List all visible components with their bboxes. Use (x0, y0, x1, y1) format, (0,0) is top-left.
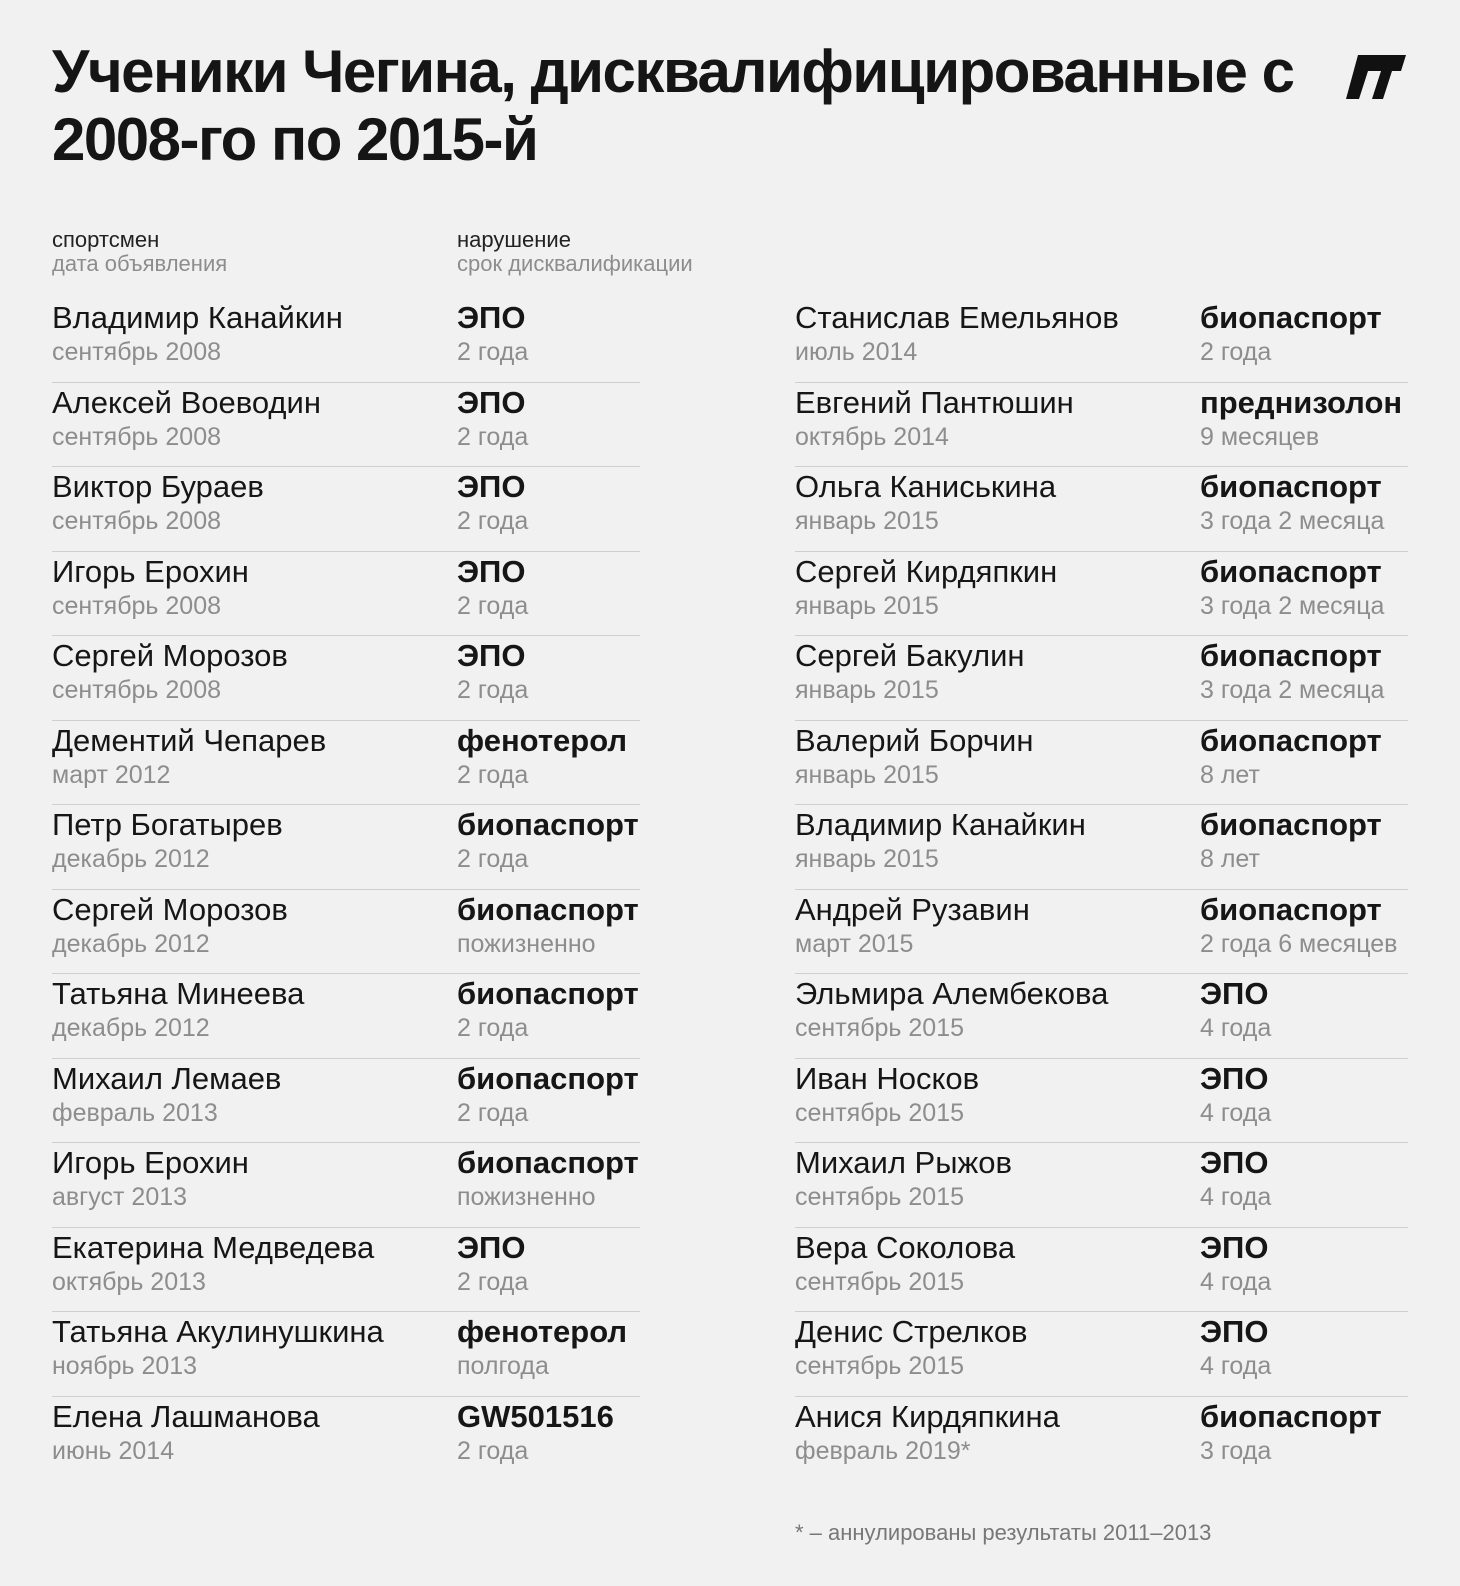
athlete-name: Станислав Емельянов (795, 300, 1119, 335)
athlete-row (795, 298, 1408, 383)
disqualification-term: 4 года (1200, 1098, 1272, 1127)
athlete-name: Валерий Борчин (795, 722, 1034, 758)
page-title: Ученики Чегина, дисквалифицированные с 2008-го по 2015-й (52, 38, 1294, 173)
athlete-name: Сергей Морозов (52, 891, 288, 927)
athlete-name: Андрей Рузавин (795, 891, 1030, 927)
athlete-row (52, 974, 640, 1059)
athlete-row (52, 467, 640, 552)
disqualification-term: полгода (457, 1352, 549, 1380)
athlete-row (795, 552, 1408, 637)
violation: биопаспорт (457, 1060, 639, 1096)
disqualification-term: 2 года (457, 1436, 529, 1465)
announcement-date: март 2015 (795, 929, 914, 958)
violation: ЭПО (457, 1229, 526, 1265)
violation: фенотерол (457, 722, 628, 758)
violation: ЭПО (1200, 1060, 1269, 1096)
disqualification-term: 3 года 2 месяца (1200, 676, 1385, 704)
athlete-name: Татьяна Акулинушкина (52, 1314, 384, 1349)
athlete-row (52, 298, 640, 383)
athlete-list-left (52, 298, 640, 1481)
announcement-date: сентябрь 2015 (795, 1183, 965, 1211)
athlete-name: Татьяна Минеева (52, 976, 305, 1011)
athlete-row (795, 636, 1408, 721)
violation: ЭПО (1200, 976, 1269, 1011)
violation: биопаспорт (457, 1145, 639, 1180)
disqualification-term: 2 года (457, 591, 529, 620)
violation: биопаспорт (1200, 300, 1382, 335)
athlete-row (795, 1143, 1408, 1228)
violation: биопаспорт (1200, 722, 1382, 758)
athlete-row (52, 721, 640, 806)
athlete-header-label: спортсмен (52, 227, 160, 252)
disqualification-term: 2 года (457, 760, 529, 789)
announcement-date: сентябрь 2008 (52, 507, 222, 535)
violation: биопаспорт (457, 976, 639, 1011)
disqualification-term: 8 лет (1200, 760, 1260, 789)
disqualification-term: 3 года 2 месяца (1200, 591, 1385, 620)
announcement-date: декабрь 2012 (52, 929, 210, 958)
announcement-date: сентябрь 2015 (795, 1014, 965, 1042)
athlete-name: Денис Стрелков (795, 1314, 1028, 1349)
athlete-name: Сергей Кирдяпкин (795, 553, 1058, 589)
disqualification-term: 4 года (1200, 1014, 1272, 1042)
announcement-date: октябрь 2013 (52, 1267, 206, 1296)
athlete-name: Иван Носков (795, 1060, 980, 1096)
violation: преднизолон (1200, 384, 1403, 420)
term-header-label: срок дисквалификации (457, 251, 693, 276)
announcement-date: ноябрь 2013 (52, 1352, 198, 1380)
athlete-row (795, 1059, 1408, 1144)
disqualification-term: 2 года (457, 676, 529, 704)
announcement-date: февраль 2019* (795, 1436, 971, 1465)
violation: ЭПО (1200, 1229, 1269, 1265)
athlete-name: Дементий Чепарев (52, 722, 327, 758)
athlete-name: Сергей Морозов (52, 638, 288, 673)
violation: ЭПО (457, 638, 526, 673)
disqualification-term: 4 года (1200, 1352, 1272, 1380)
announcement-date: сентябрь 2015 (795, 1267, 965, 1296)
athlete-name: Сергей Бакулин (795, 638, 1025, 673)
athlete-row (52, 1059, 640, 1144)
violation: фенотерол (457, 1314, 628, 1349)
disqualification-term: 4 года (1200, 1183, 1272, 1211)
violation: ЭПО (457, 300, 526, 335)
violation: биопаспорт (457, 891, 639, 927)
athlete-row (795, 1397, 1408, 1482)
violation: биопаспорт (1200, 891, 1382, 927)
athlete-row (52, 1228, 640, 1313)
disqualification-term: 8 лет (1200, 845, 1260, 873)
announcement-date: июль 2014 (795, 338, 918, 366)
athlete-row (795, 974, 1408, 1059)
athlete-name: Евгений Пантюшин (795, 384, 1074, 420)
announcement-date: сентябрь 2008 (52, 676, 222, 704)
disqualification-term: 9 месяцев (1200, 422, 1320, 451)
disqualification-term: 2 года (457, 1098, 529, 1127)
announcement-date: январь 2015 (795, 676, 939, 704)
athlete-row (52, 805, 640, 890)
disqualification-term: 2 года (457, 507, 529, 535)
violation: ЭПО (1200, 1145, 1269, 1180)
announcement-date: сентябрь 2015 (795, 1352, 965, 1380)
athlete-name: Виктор Бураев (52, 469, 264, 504)
violation: биопаспорт (1200, 1398, 1382, 1434)
announcement-date: сентябрь 2008 (52, 422, 222, 451)
footnote: * – аннулированы результаты 2011–2013 (795, 1520, 1212, 1545)
announcement-date: июнь 2014 (52, 1436, 175, 1465)
athlete-row (795, 383, 1408, 468)
athlete-name: Игорь Ерохин (52, 1145, 249, 1180)
athlete-row (52, 1397, 640, 1482)
violation: ЭПО (457, 384, 526, 420)
athlete-name: Екатерина Медведева (52, 1229, 375, 1265)
athlete-name: Михаил Рыжов (795, 1145, 1012, 1180)
announcement-date: январь 2015 (795, 507, 939, 535)
athlete-row (52, 383, 640, 468)
disqualification-term: 2 года (1200, 338, 1272, 366)
violation-header-label: нарушение (457, 227, 571, 252)
athlete-name: Ольга Каниськина (795, 469, 1057, 504)
disqualification-term: 2 года 6 месяцев (1200, 929, 1398, 958)
athlete-row (52, 552, 640, 637)
athlete-row (795, 805, 1408, 890)
athlete-name: Михаил Лемаев (52, 1060, 282, 1096)
violation: биопаспорт (1200, 469, 1382, 504)
announcement-date: март 2012 (52, 760, 171, 789)
athlete-name: Алексей Воеводин (52, 384, 321, 420)
violation: биопаспорт (1200, 638, 1382, 673)
announcement-date: сентябрь 2008 (52, 591, 222, 620)
violation: биопаспорт (1200, 807, 1382, 842)
disqualification-term: 4 года (1200, 1267, 1272, 1296)
athlete-row (795, 467, 1408, 552)
disqualification-term: 3 года 2 месяца (1200, 507, 1385, 535)
disqualification-term: пожизненно (457, 1183, 596, 1211)
disqualification-term: 2 года (457, 845, 529, 873)
announced-header-label: дата объявления (52, 251, 228, 276)
column-header-athlete (52, 228, 227, 276)
athlete-row (52, 1143, 640, 1228)
announcement-date: декабрь 2012 (52, 845, 210, 873)
announcement-date: август 2013 (52, 1183, 188, 1211)
disqualification-term: 2 года (457, 1014, 529, 1042)
announcement-date: январь 2015 (795, 591, 939, 620)
announcement-date: сентябрь 2015 (795, 1098, 965, 1127)
announcement-date: декабрь 2012 (52, 1014, 210, 1042)
athlete-row (795, 1312, 1408, 1397)
athlete-row (52, 890, 640, 975)
announcement-date: октябрь 2014 (795, 422, 949, 451)
disqualification-term: пожизненно (457, 929, 596, 958)
announcement-date: сентябрь 2008 (52, 338, 222, 366)
disqualification-term: 2 года (457, 422, 529, 451)
athlete-row (795, 721, 1408, 806)
athlete-row (795, 890, 1408, 975)
announcement-date: февраль 2013 (52, 1098, 218, 1127)
publisher-logo-icon (1346, 55, 1406, 99)
disqualification-term: 2 года (457, 1267, 529, 1296)
athlete-name: Вера Соколова (795, 1229, 1016, 1265)
violation: биопаспорт (1200, 553, 1382, 589)
violation: ЭПО (1200, 1314, 1269, 1349)
column-header-violation (457, 228, 693, 276)
disqualification-term: 2 года (457, 338, 529, 366)
disqualification-term: 3 года (1200, 1436, 1272, 1465)
athlete-list-right (795, 298, 1408, 1481)
violation: GW501516 (457, 1398, 614, 1434)
violation: биопаспорт (457, 807, 639, 842)
athlete-row (795, 1228, 1408, 1313)
athlete-row (52, 636, 640, 721)
athlete-name: Владимир Канайкин (52, 300, 343, 335)
announcement-date: январь 2015 (795, 760, 939, 789)
athlete-name: Елена Лашманова (52, 1398, 320, 1434)
violation: ЭПО (457, 469, 526, 504)
announcement-date: январь 2015 (795, 845, 939, 873)
athlete-name: Игорь Ерохин (52, 553, 249, 589)
violation: ЭПО (457, 553, 526, 589)
athlete-name: Владимир Канайкин (795, 807, 1086, 842)
athlete-name: Петр Богатырев (52, 807, 283, 842)
athlete-name: Анися Кирдяпкина (795, 1398, 1060, 1434)
athlete-name: Эльмира Алембекова (795, 976, 1109, 1011)
athlete-row (52, 1312, 640, 1397)
